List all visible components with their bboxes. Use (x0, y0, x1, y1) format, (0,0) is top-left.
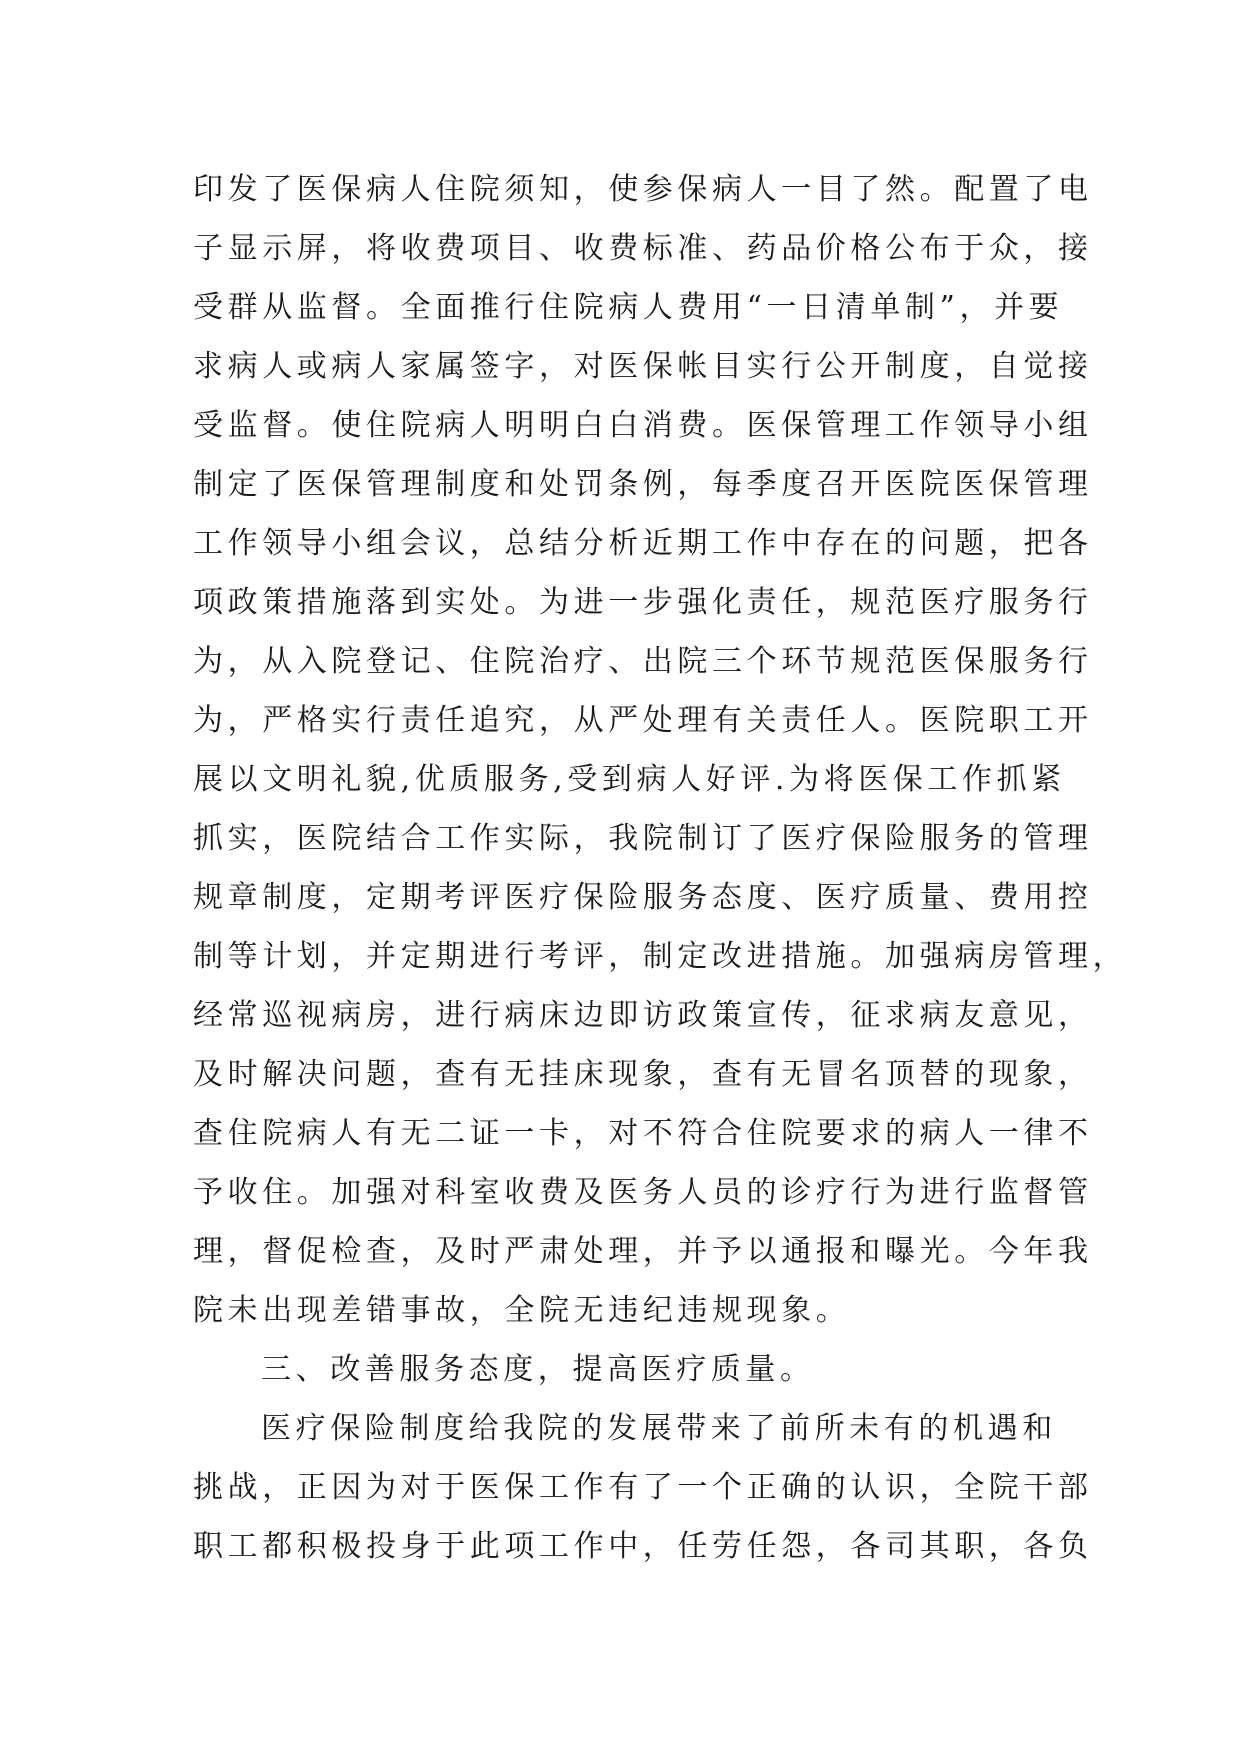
document-body (193, 160, 1128, 1576)
text-line: 规章制度，定期考评医疗保险服务态度、医疗质量、费用控 (193, 880, 1093, 915)
text-line: 查住院病人有无二证一卡，对不符合住院要求的病人一律不 (193, 1116, 1093, 1151)
text-line: 院未出现差错事故，全院无违纪违规现象。 (193, 1293, 851, 1328)
text-line: 制等计划，并定期进行考评，制定改进措施。加强病房管理， (193, 939, 1128, 974)
text-line: 职工都积极投身于此项工作中，任劳任怨，各司其职，各负 (193, 1529, 1093, 1564)
section-heading: 三、改善服务态度，提高医疗质量。 (261, 1352, 815, 1387)
text-line: 医疗保险制度给我院的发展带来了前所未有的机遇和 (261, 1411, 1057, 1446)
text-line: 挑战，正因为对于医保工作有了一个正确的认识，全院干部 (193, 1470, 1093, 1505)
text-line: 印发了医保病人住院须知，使参保病人一目了然。配置了电 (193, 172, 1093, 207)
text-line: 项政策措施落到实处。为进一步强化责任，规范医疗服务行 (193, 585, 1093, 620)
text-line: 为，严格实行责任追究，从严处理有关责任人。医院职工开 (193, 703, 1093, 738)
text-line: 及时解决问题，查有无挂床现象，查有无冒名顶替的现象， (193, 1057, 1093, 1092)
text-line: 经常巡视病房，进行病床边即访政策宣传，征求病友意见， (193, 998, 1093, 1033)
text-line: 予收住。加强对科室收费及医务人员的诊疗行为进行监督管 (193, 1175, 1093, 1210)
text-line: 受群从监督。全面推行住院病人费用“一日清单制”，并要 (193, 290, 1064, 325)
text-line: 理，督促检查，及时严肃处理，并予以通报和曝光。今年我 (193, 1234, 1093, 1269)
text-line: 工作领导小组会议，总结分析近期工作中存在的问题，把各 (193, 526, 1093, 561)
paragraph-2 (193, 1399, 1093, 1576)
text-line: 为，从入院登记、住院治疗、出院三个环节规范医保服务行 (193, 644, 1093, 679)
text-line: 抓实，医院结合工作实际，我院制订了医疗保险服务的管理 (193, 821, 1093, 856)
text-line: 制定了医保管理制度和处罚条例，每季度召开医院医保管理 (193, 467, 1093, 502)
paragraph-1 (193, 160, 1128, 1340)
text-line: 展以文明礼貌,优质服务,受到病人好评.为将医保工作抓紧 (193, 762, 1066, 797)
text-line: 求病人或病人家属签字，对医保帐目实行公开制度，自觉接 (193, 349, 1093, 384)
text-line: 子显示屏，将收费项目、收费标准、药品价格公布于众，接 (193, 231, 1093, 266)
text-line: 受监督。使住院病人明明白白消费。医保管理工作领导小组 (193, 408, 1093, 443)
